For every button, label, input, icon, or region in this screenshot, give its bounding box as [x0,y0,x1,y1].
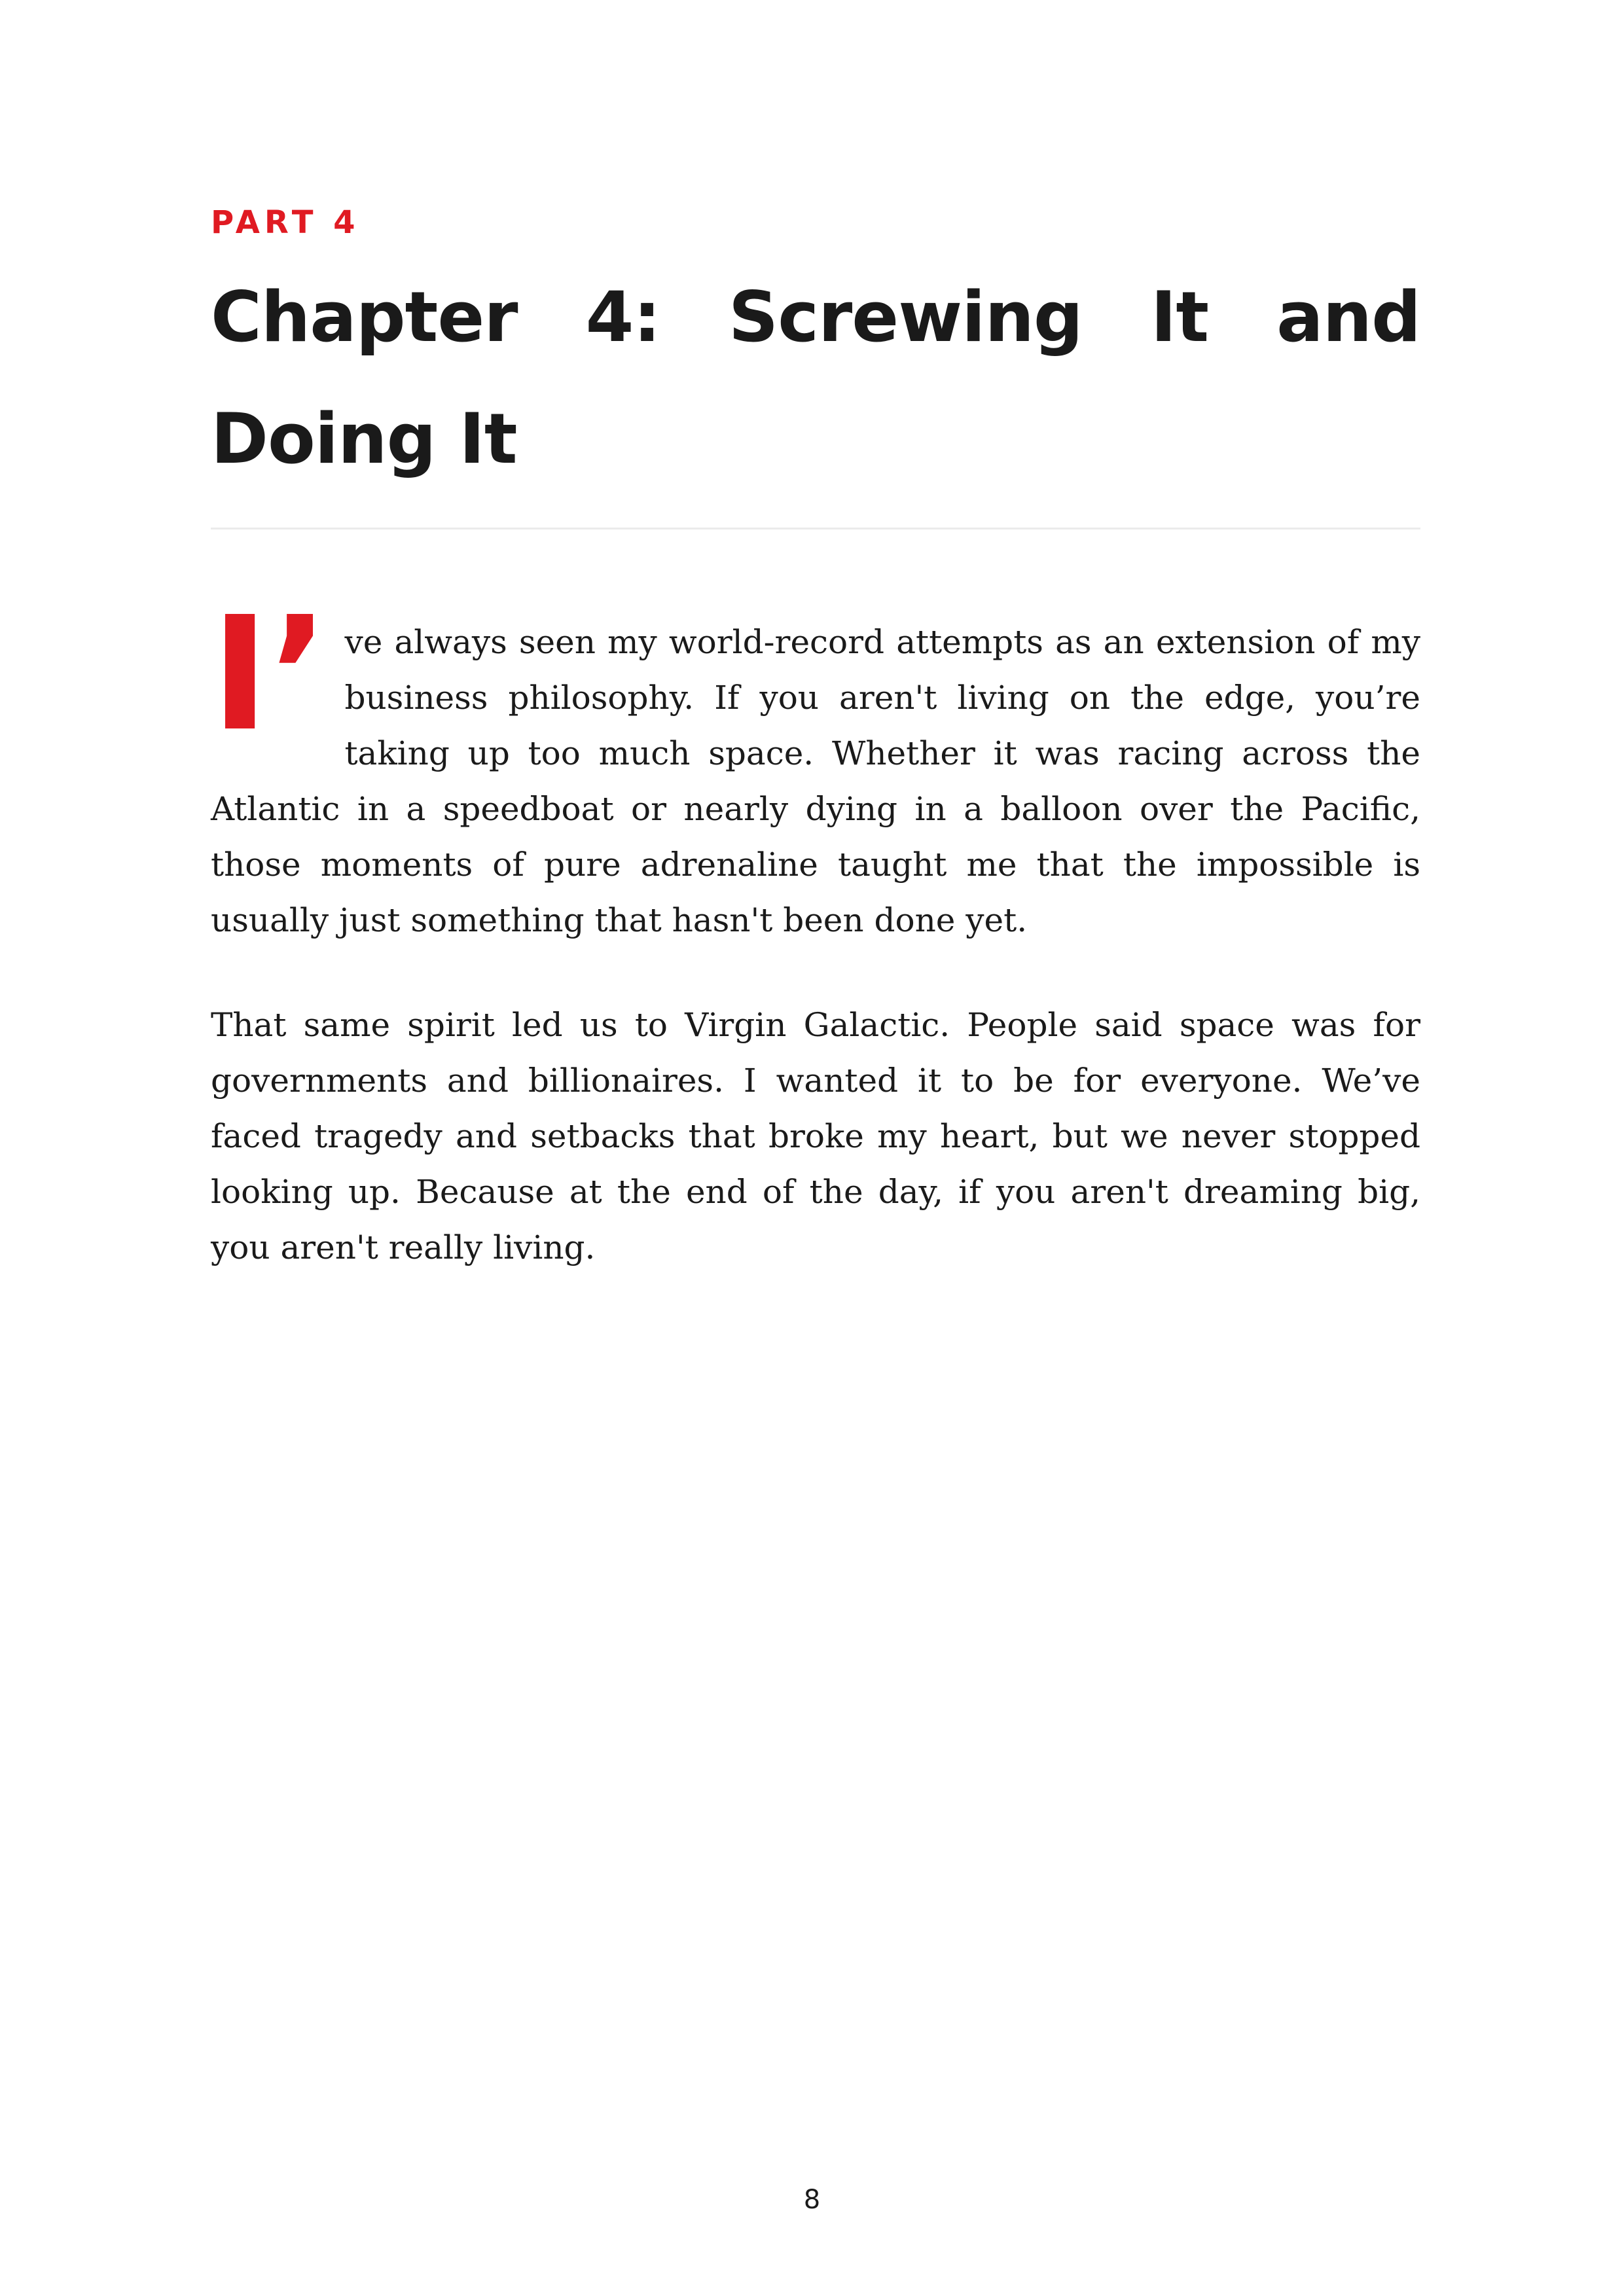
title-divider [211,528,1420,529]
chapter-title: Chapter 4: Screwing It and Doing It [211,277,1420,479]
drop-cap: I’ [211,583,329,766]
paragraph-1-text: ve always seen my world-record attempts as an extension of my business philosophy. If you aren't living on the edge, you’re taking up too much space. Whether it was racing across the Atlantic in a speedboat or nearly dying in a balloon over the Pacific, those moments of pure adrenaline taught me that the impossible is usually just something that hasn't been done yet. [211,623,1420,939]
page-content [211,196,1420,1276]
part-label: PART 4 [211,204,360,241]
paragraph-2: That same spirit led us to Virgin Galactic. People said space was for governments and billionaires. I wanted it to be for everyone. We’ve faced tragedy and setbacks that broke my heart, but we never stopped looking up. Because at the end of the day, if you aren't dreaming big, you aren't really living. [211,1006,1420,1266]
page-number: 8 [803,2185,821,2215]
paragraph-1 [211,583,1420,948]
